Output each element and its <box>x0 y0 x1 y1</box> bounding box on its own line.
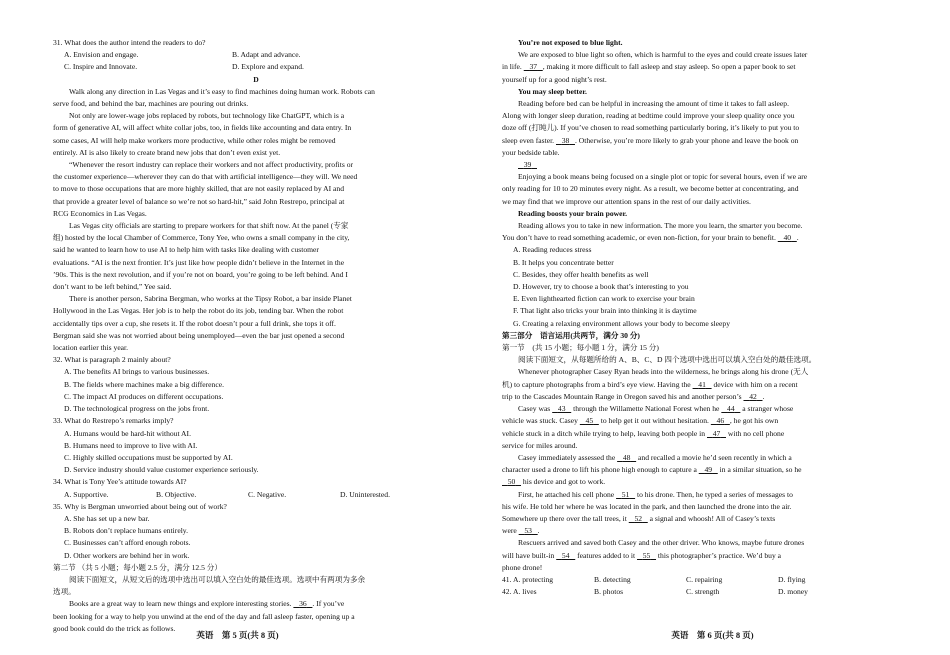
q35-option-b[interactable]: B. Robots don’t replace humans entirely. <box>64 526 189 536</box>
cloze-line: Whenever photographer Casey Ryan heads into the wilderness, he brings along his drone (无人 <box>518 367 809 377</box>
option-d[interactable]: D. However, try to choose a book that’s interesting to you <box>513 282 689 292</box>
blank-43[interactable]: 43 <box>557 404 566 414</box>
section2-instructions-cont: 选项。 <box>53 587 76 597</box>
passage-line: Hollywood in the Las Vegas. Her job is to help the robot do its job, tending bar. When the robot <box>53 306 344 316</box>
blank-55[interactable]: 55 <box>642 550 651 560</box>
passage-line: form of generative AI, will affect white collar jobs, too, in fields like accounting and data entry. In <box>53 123 352 133</box>
cloze-line: will have built-in 54 features added to it 55 this photographer’s practice. We’d buy a <box>502 550 782 560</box>
q32-option-a[interactable]: A. The benefits AI brings to various businesses. <box>64 367 210 377</box>
passage-line: sleep even faster. 38 . Otherwise, you’re more likely to grab your phone and leave the book on <box>502 135 799 145</box>
q42-option-c[interactable]: C. strength <box>686 587 720 597</box>
blank-37[interactable]: 37 <box>529 62 538 72</box>
section1-instructions: 阅读下面短文，从每题所给的 A、B、C、D 四个选项中选出可以填入空白处的最佳选项。 <box>518 355 817 365</box>
passage-line: Bergman said she was not worried about being unemployed—even the bar just opened a second <box>53 330 345 340</box>
passage-line: your bedside table. <box>502 147 560 157</box>
passage-line: said he wanted to learn how to use AI to help him with tasks like dealing with customer <box>53 245 319 255</box>
passage-line: some cases, AI will help make workers more productive, while other roles might be removed <box>53 135 336 145</box>
section2-instructions: 阅读下面短文，从短文后的选项中选出可以填入空白处的最佳选项。选项中有两项为多余 <box>69 574 366 584</box>
passage-line: ’90s. This is the next revolution, and if you’re not on board, you’re going to be left behind. And I <box>53 269 348 279</box>
passage-line: Reading allows you to take in new information. The more you learn, the smarter you become. <box>518 221 803 231</box>
passage-line: RCG Economics in Las Vegas. <box>53 208 147 218</box>
passage-line: Not only are lower-wage jobs replaced by robots, but technology like ChatGPT, which is a <box>69 111 345 121</box>
page-footer: 英语 第 5 页(共 8 页) <box>196 630 279 640</box>
blank-50[interactable]: 50 <box>507 477 516 487</box>
q31-option-d[interactable]: D. Explore and expand. <box>232 62 304 72</box>
passage-d-label: D <box>253 74 259 84</box>
q33-stem: 33. What do Restrepo’s remarks imply? <box>53 416 174 426</box>
q41-option-c[interactable]: C. repairing <box>686 574 723 584</box>
passage-line: Along with longer sleep duration, reading at bedtime could improve your sleep quality once you <box>502 111 795 121</box>
cloze-line: 机) to capture photographs from a bird’s eye view. Having the 41 device with him on a recent <box>502 379 798 389</box>
q32-option-b[interactable]: B. The fields where machines make a big difference. <box>64 379 224 389</box>
q32-option-c[interactable]: C. The impact AI produces on different occupations. <box>64 391 224 401</box>
cloze-line: First, he attached his cell phone 51 to his drone. Then, he typed a series of messages to <box>518 489 793 499</box>
blank-36[interactable]: 36 <box>299 599 307 609</box>
passage-line: Walk along any direction in Las Vegas and it’s easy to find machines doing human work. Robots can <box>69 86 375 96</box>
q31-option-a[interactable]: A. Envision and engage. <box>64 50 139 60</box>
cloze-line: Casey immediately assessed the 48 and recalled a movie he’d seen recently in which a <box>518 452 792 462</box>
blank-51[interactable]: 51 <box>621 489 630 499</box>
passage-line: accidentally tips over a cup, she resets it. If the robot doesn’t pour a full drink, she tops it off. <box>53 318 336 328</box>
blank-54[interactable]: 54 <box>561 550 570 560</box>
part3-title: 第三部分 语言运用(共两节，满分 30 分) <box>502 330 640 340</box>
heading-brain-power: Reading boosts your brain power. <box>518 208 628 218</box>
passage-line: entirely. AI is also likely to create brand new jobs that don’t even exist yet. <box>53 147 281 157</box>
option-b[interactable]: B. It helps you concentrate better <box>513 257 614 267</box>
cloze-line: character used a drone to lift his phone high enough to capture a 49 in a similar situation, so he <box>502 465 802 475</box>
passage-line: don’t want to be left behind,” Yee said. <box>53 282 172 292</box>
option-c[interactable]: C. Besides, they offer health benefits as well <box>513 269 649 279</box>
q34-options <box>53 489 459 501</box>
books-passage-line: been looking for a way to help you unwind at the end of the day and fall asleep faster, opening up a <box>53 611 355 621</box>
blank-44[interactable]: 44 <box>727 404 735 414</box>
q34-option-c[interactable]: C. Negative. <box>248 489 287 499</box>
q35-stem: 35. Why is Bergman unworried about being out of work? <box>53 501 227 511</box>
q33-option-b[interactable]: B. Humans need to improve to live with AI. <box>64 440 198 450</box>
passage-line: the customer experience—wherever they can do that with artificial intelligence—they will. We need <box>53 172 358 182</box>
blank-52[interactable]: 52 <box>634 513 643 523</box>
blank-46[interactable]: 46 <box>716 416 725 426</box>
blank-39[interactable]: 39 <box>523 160 532 170</box>
blank-48[interactable]: 48 <box>622 452 631 462</box>
q34-option-a[interactable]: A. Supportive. <box>64 489 109 499</box>
passage-line: We are exposed to blue light so often, which is harmful to the eyes and could create issues later <box>518 50 808 60</box>
passage-line: “Whenever the resort industry can replace their workers and not affect productivity, profits or <box>69 160 354 170</box>
q35-option-c[interactable]: C. Businesses can’t afford enough robots. <box>64 538 191 548</box>
q33-option-c[interactable]: C. Highly skilled occupations must be supported by AI. <box>64 452 233 462</box>
cloze-line: 50 his device and got to work. <box>502 476 898 488</box>
q31-option-b[interactable]: B. Adapt and advance. <box>232 50 301 60</box>
q34-stem: 34. What is Tony Yee’s attitude towards AI? <box>53 477 187 487</box>
q41-options <box>502 574 898 586</box>
q34-option-b[interactable]: B. Objective. <box>156 489 197 499</box>
cloze-line: phone drone! <box>502 562 543 572</box>
passage-line: only reading for 10 to 20 minutes every night. As a result, we become better at concentrating, and <box>502 184 799 194</box>
q31-stem: 31. What does the author intend the readers to do? <box>53 38 206 47</box>
passage-line: we may find that we improve our attention spans in the rest of our daily activities. <box>502 196 751 206</box>
section1-title: 第一节 (共 15 小题；每小题 1 分，满分 15 分) <box>502 343 659 353</box>
passage-line: that provide a greater level of balance so we’re not so hard-hit,” said John Restrepo, principal at <box>53 196 345 206</box>
passage-line: to move to those occupations that are more highly skilled, that are not easily replaced by AI and <box>53 184 345 194</box>
q33-option-d[interactable]: D. Service industry should value customer experience seriously. <box>64 465 259 475</box>
q33-option-a[interactable]: A. Humans would be hard-hit without AI. <box>64 428 191 438</box>
cloze-line: vehicle stuck in a ditch while trying to help, leaving both people in 47 with no cell phone <box>502 428 785 438</box>
option-a[interactable]: A. Reading reduces stress <box>513 245 592 255</box>
q41-option-b[interactable]: B. detecting <box>594 574 631 584</box>
blank-41[interactable]: 41 <box>698 379 706 389</box>
blank-49[interactable]: 49 <box>704 465 713 475</box>
q42-options <box>502 586 898 598</box>
section2-title: 第二节 （共 5 小题；每小题 2.5 分，满分 12.5 分） <box>53 562 222 572</box>
q31-options-row2 <box>53 61 459 73</box>
passage-line: You don’t have to read something academic, or even non-fiction, for your brain to benefit. 40 . <box>502 233 799 243</box>
cloze-line: were 53 . <box>502 526 540 536</box>
passage-line: yourself up for a good night’s rest. <box>502 74 607 84</box>
passage-line: evaluations. “AI is the next frontier. It’s just like how people didn’t believe in the Internet in the <box>53 257 345 267</box>
q32-option-d[interactable]: D. The technological progress on the jobs front. <box>64 404 210 414</box>
heading-blue-light: You’re not exposed to blue light. <box>518 38 623 47</box>
heading-blank-39 <box>502 159 898 171</box>
q41-option-a[interactable]: 41. A. protecting <box>502 574 554 584</box>
books-passage-line: good book could do the trick as follows. <box>53 623 176 633</box>
q31-option-c[interactable]: C. Inspire and Innovate. <box>64 62 138 72</box>
cloze-line: Somewhere up there over the tall trees, it 52 a signal and whoosh! All of Casey’s texts <box>502 513 776 523</box>
passage-line: 组) hosted by the local Chamber of Commerce, Tony Yee, who owns a small company in the city, <box>53 233 350 243</box>
cloze-line: trip to the Cascades Mountain Range in Oregon saved his and another person’s 42 . <box>502 391 765 401</box>
passage-d <box>53 86 459 354</box>
cloze-line: Rescuers arrived and saved both Casey and the other driver. Who knows, maybe future drones <box>518 538 805 548</box>
blank-40[interactable]: 40 <box>783 233 792 243</box>
option-f[interactable]: F. That light also tricks your brain into thinking it is daytime <box>513 306 697 316</box>
passage-line: There is another person, Sabrina Bergman, who works at the Tipsy Robot, a bar inside Planet <box>69 294 352 304</box>
passage-line: Reading before bed can be helpful in increasing the amount of time it takes to fall asleep. <box>518 99 789 109</box>
passage-line: Enjoying a book means being focused on a single plot or topic for several hours, even if we are <box>518 172 808 182</box>
passage-line: location earlier this year. <box>53 343 129 353</box>
passage-line: doze off (打盹儿). If you’ve chosen to read something particularly boring, it’s likely to put you to <box>502 123 800 133</box>
books-passage-line: Books are a great way to learn new things and explore interesting stories. 36 . If you’ve <box>69 599 345 609</box>
blank-45[interactable]: 45 <box>585 416 594 426</box>
cloze-line: his wife. He told her where he was located in the park, and then launched the drone into the air. <box>502 501 792 511</box>
q42-option-d[interactable]: D. money <box>778 587 808 597</box>
cloze-line: service for miles around. <box>502 440 578 450</box>
q32-stem: 32. What is paragraph 2 mainly about? <box>53 355 171 365</box>
cloze-line: vehicle was stuck. Casey 45 to help get it out without hesitation. 46 , he got his own <box>502 416 779 426</box>
page-footer: 英语 第 6 页(共 8 页) <box>671 630 754 640</box>
cloze-line: Casey was 43 through the Willamette National Forest when he 44 a stranger whose <box>518 404 794 414</box>
passage-line: Las Vegas city officials are starting to prepare workers for that shift now. At the panel (专家 <box>69 221 349 231</box>
q31-options-row1 <box>53 49 459 61</box>
q42-option-a[interactable]: 42. A. lives <box>502 587 537 597</box>
option-g[interactable]: G. Creating a relaxing environment allows your body to become sleepy <box>513 318 730 328</box>
q42-option-b[interactable]: B. photos <box>594 587 624 597</box>
passage-line: in life. 37 , making it more difficult to fall asleep and stay asleep. So open a paper book to set <box>502 62 796 72</box>
blank-42[interactable]: 42 <box>749 391 757 401</box>
q35-option-d[interactable]: D. Other workers are behind her in work. <box>64 550 190 560</box>
blank-38[interactable]: 38 <box>561 135 570 145</box>
q41-option-d[interactable]: D. flying <box>778 574 806 584</box>
q35-option-a[interactable]: A. She has set up a new bar. <box>64 513 150 523</box>
heading-sleep-better: You may sleep better. <box>518 86 587 96</box>
q34-option-d[interactable]: D. Uninterested. <box>340 489 390 499</box>
blank-53[interactable]: 53 <box>524 526 532 536</box>
page-6 <box>475 0 950 655</box>
passage-line: serve food, and behind the bar, machines are pouring out drinks. <box>53 99 249 109</box>
option-e[interactable]: E. Even lighthearted fiction can work to exercise your brain <box>513 294 695 304</box>
blank-47[interactable]: 47 <box>712 428 721 438</box>
